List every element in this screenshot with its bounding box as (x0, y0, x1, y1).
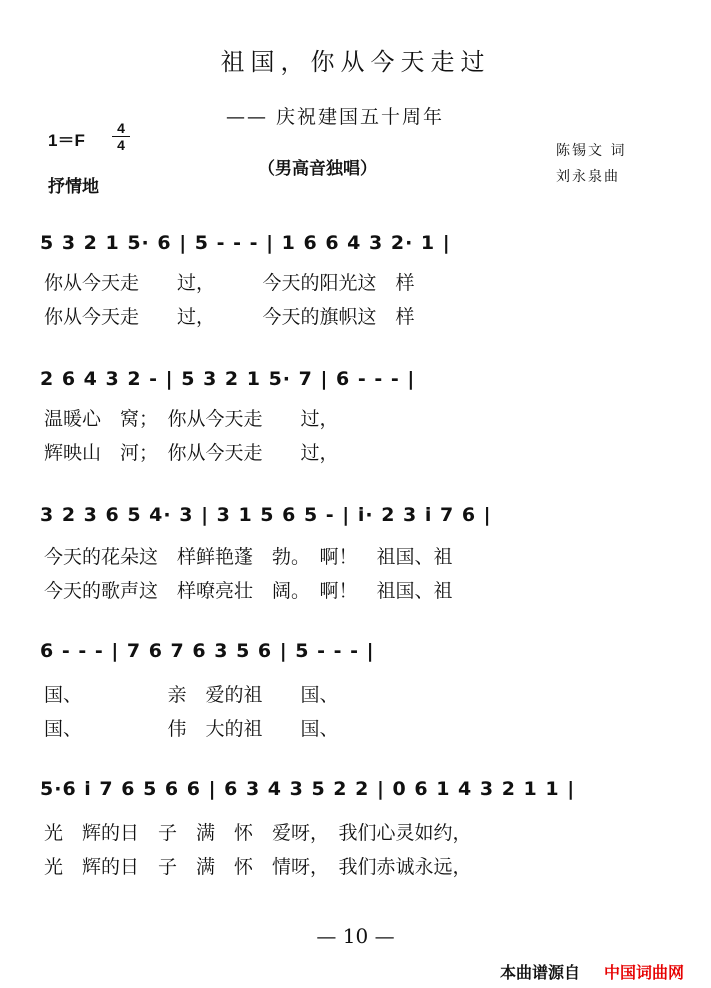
lyric-line-verse2: 国、 伟 大的祖 国、 (44, 718, 339, 740)
dash-icon: — (374, 924, 395, 948)
page-number-wrapper (0, 924, 711, 948)
lyricist-credit: 陈锡文 词 (556, 143, 627, 159)
time-signature (112, 120, 130, 153)
meter-top: 4 (112, 120, 130, 137)
lyric-line-verse2: 辉映山 河； 你从今天走 过， (44, 442, 339, 464)
composer-credit: 刘永泉曲 (556, 169, 620, 185)
notation-line: 6 - - - | 7 6 7 6 3 5 6 | 5 - - - | (40, 640, 375, 662)
tempo-mood: 抒情地 (48, 177, 99, 196)
lyric-line-verse1: 你从今天走 过， 今天的阳光这 样 (44, 272, 415, 294)
notation-line: 3 2 3 6 5 4· 3 | 3 1 5 6 5 - | i· 2 3 i 7 6 | (40, 504, 492, 526)
site-link[interactable]: 中国词曲网 (604, 965, 685, 982)
lyric-line-verse1: 温暖心 窝； 你从今天走 过， (44, 408, 339, 430)
lyric-line-verse1: 今天的花朵这 样鲜艳蓬 勃。 啊！ 祖国、祖 (44, 546, 453, 568)
notation-line: 5·6 i 7 6 5 6 6 | 6 3 4 3 5 2 2 | 0 6 1 4 3 2 1 1 | (40, 778, 576, 800)
song-title: 祖国，你从今天走过 (220, 48, 491, 76)
key-signature: 1＝F (48, 131, 85, 150)
page-number: 10 (342, 924, 369, 948)
notation-line: 2 6 4 3 2 - | 5 3 2 1 5· 7 | 6 - - - | (40, 368, 416, 390)
lyric-line-verse1: 光 辉的日 子 满 怀 爱呀， 我们心灵如约， (44, 822, 472, 844)
lyric-line-verse2: 你从今天走 过， 今天的旗帜这 样 (44, 306, 415, 328)
lyric-line-verse2: 光 辉的日 子 满 怀 情呀， 我们赤诚永远， (44, 856, 472, 878)
notation-line: 5 3 2 1 5· 6 | 5 - - - | 1 6 6 4 3 2· 1 | (40, 232, 451, 254)
lyric-line-verse2: 今天的歌声这 样嘹亮壮 阔。 啊！ 祖国、祖 (44, 580, 453, 602)
voice-type: （男高音独唱） (258, 159, 377, 178)
lyric-line-verse1: 国、 亲 爱的祖 国、 (44, 684, 339, 706)
meter-bottom: 4 (117, 137, 125, 153)
dash-icon: — (316, 924, 337, 948)
song-subtitle: —— 庆祝建国五十周年 (226, 106, 445, 128)
source-label: 本曲谱源自 (500, 965, 581, 982)
